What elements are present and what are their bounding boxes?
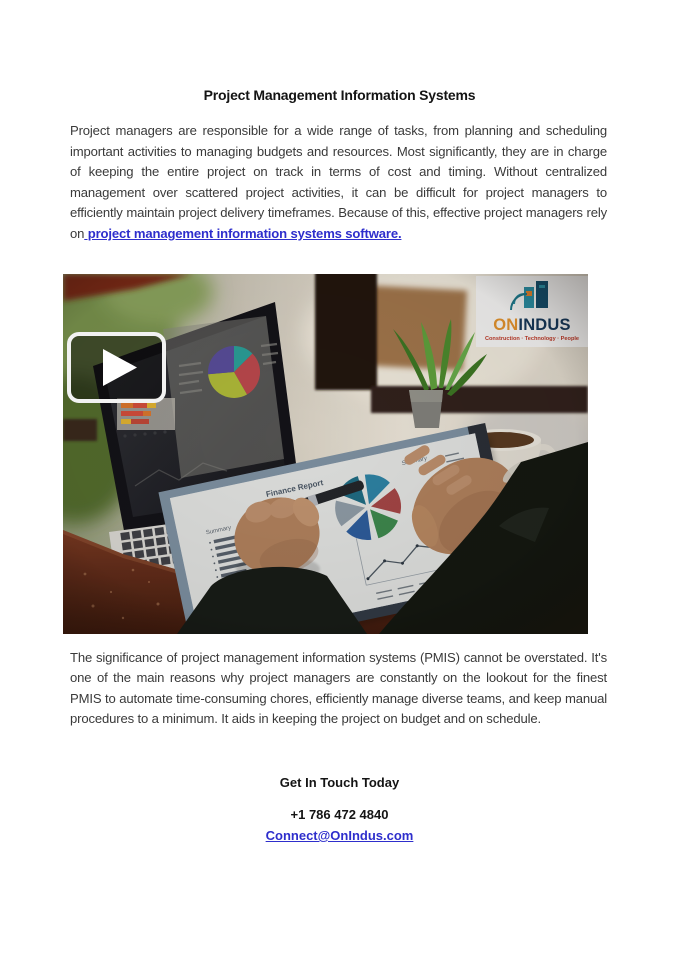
video-vignette (63, 274, 588, 634)
contact-section (0, 775, 679, 843)
page-title: Project Management Information Systems (203, 87, 476, 103)
pmis-software-link[interactable]: project management information systems software. (84, 225, 402, 241)
paragraph-1-text: Project managers are responsible for a wide range of tasks, from planning and scheduling important activities to managing budgets and resources. Most significantly, they are in charge of keeping the entire project on track in terms of cost and timing. Without centralized management over scattered project activities, it can be difficult for project managers to efficiently maintain project delivery timeframes. Because of this, effective project managers rely on (70, 123, 607, 241)
contact-email-line (0, 828, 679, 843)
contact-phone: +1 786 472 4840 (290, 806, 389, 822)
play-button[interactable] (69, 334, 164, 401)
paragraph-1 (70, 121, 607, 245)
video-thumbnail[interactable] (63, 274, 588, 634)
paragraph-2: The significance of project management information systems (PMIS) cannot be overstated. It's one of the main reasons why project managers are constantly on the lookout for the finest PMIS to automate time-consuming chores, efficiently manage diverse teams, and keep manual procedures to a minimum. It aids in keeping the project on budget and on schedule. (70, 649, 607, 727)
contact-heading: Get In Touch Today (279, 774, 400, 790)
contact-email-link[interactable]: Connect@OnIndus.com (265, 827, 414, 843)
